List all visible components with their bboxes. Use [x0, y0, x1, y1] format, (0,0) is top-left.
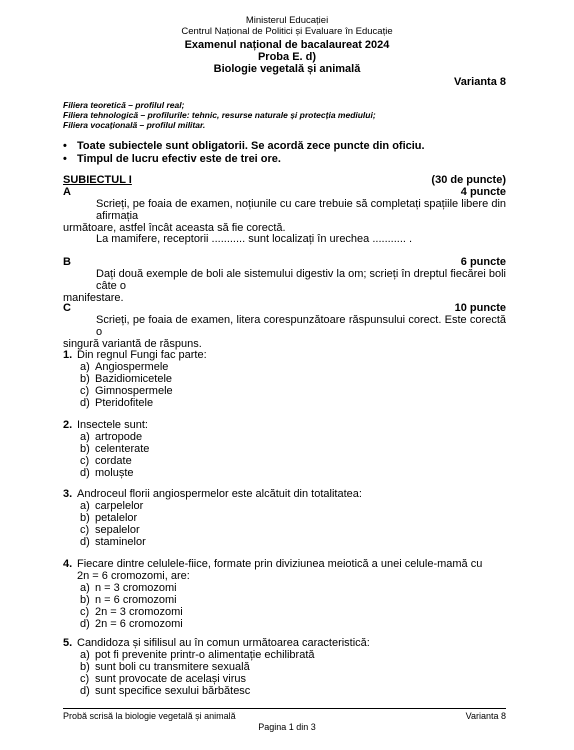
answer-option: a) carpelelor	[80, 500, 144, 512]
section-b-letter: B	[63, 256, 71, 268]
question-stem: Insectele sunt:	[77, 419, 148, 431]
filiera-item: Filiera vocațională – profilul militar.	[63, 120, 206, 130]
proba-title: Proba E. d)	[257, 51, 317, 63]
answer-option: d) staminelor	[80, 536, 146, 548]
answer-option: d) moluște	[80, 467, 134, 479]
answer-option: c) 2n = 3 cromozomi	[80, 606, 183, 618]
section-c-letter: C	[63, 302, 71, 314]
answer-option: b) n = 6 cromozomi	[80, 594, 177, 606]
answer-option: a) n = 3 cromozomi	[80, 582, 177, 594]
bullet-icon: •	[63, 140, 67, 152]
answer-option: a) Angiospermele	[80, 361, 169, 373]
filiere-list	[63, 100, 376, 130]
answer-option: d) sunt specifice sexului bărbătesc	[80, 685, 251, 697]
variant-label: Varianta 8	[454, 76, 506, 88]
question-stem: Fiecare dintre celulele-fiice, formate prin diviziunea meiotică a unei celule-mamă cu	[77, 558, 483, 570]
question-2	[63, 419, 506, 479]
answer-option: b) sunt boli cu transmitere sexuală	[80, 661, 250, 673]
answer-option: b) Bazidiomicetele	[80, 373, 173, 385]
ministry-name: Ministerul Educației	[245, 15, 329, 26]
question-stem: Candidoza și sifilisul au în comun următoarea caracteristică:	[77, 637, 370, 649]
question-stem: Androceul florii angiospermelor este alcătuit din totalitatea:	[77, 488, 362, 500]
answer-option: a) artropode	[80, 431, 143, 443]
question-4	[63, 558, 506, 630]
question-stem-continuation: 2n = 6 cromozomi, are:	[77, 570, 190, 582]
question-3	[63, 488, 506, 548]
section-a-letter: A	[63, 186, 71, 198]
section-a-instructions: Scrieți, pe foaia de examen, noțiunile cu care trebuie să completați spațiile libere din afirmația următoare, astfel încât aceasta să fie corectă.	[63, 198, 506, 234]
subiect-points: (30 de puncte)	[431, 174, 506, 186]
answer-option: d) 2n = 6 cromozomi	[80, 618, 183, 630]
question-number: 4.	[63, 558, 73, 570]
answer-option: a) pot fi prevenite printr-o alimentație echilibrată	[80, 649, 315, 661]
subject-title: Biologie vegetală și animală	[213, 63, 361, 75]
rule-item: • Toate subiectele sunt obligatorii. Se acordă zece puncte din oficiu.	[63, 140, 425, 152]
section-c-points: 10 puncte	[454, 302, 506, 314]
question-stem: Din regnul Fungi fac parte:	[77, 349, 207, 361]
answer-option: d) Pteridofitele	[80, 397, 154, 409]
question-5	[63, 637, 506, 697]
question-number: 1.	[63, 349, 73, 361]
section-b-points: 6 puncte	[460, 256, 506, 268]
exam-title: Examenul național de bacalaureat 2024	[184, 39, 390, 51]
answer-option: c) sunt provocate de același virus	[80, 673, 247, 685]
section-b-instructions: Dați două exemple de boli ale sistemului digestiv la om; scrieți în dreptul fiecărei boli câte o manifestare.	[63, 268, 506, 304]
answer-option: b) celenterate	[80, 443, 150, 455]
filiera-item: Filiera teoretică – profilul real;	[63, 100, 185, 110]
center-name: Centrul Național de Politici și Evaluare în Educație	[181, 26, 393, 37]
question-number: 2.	[63, 419, 73, 431]
section-a-statement: La mamifere, receptorii ........... sunt localizați în urechea ........... .	[96, 233, 413, 245]
rule-item: • Timpul de lucru efectiv este de trei ore.	[63, 153, 281, 165]
section-a-points: 4 puncte	[460, 186, 506, 198]
answer-option: b) petalelor	[80, 512, 138, 524]
bullet-icon: •	[63, 153, 67, 165]
page-number: Pagina 1 din 3	[258, 722, 316, 732]
filiera-item: Filiera tehnologică – profilurile: tehnic, resurse naturale și protecția mediului;	[63, 110, 376, 120]
section-c-instructions: Scrieți, pe foaia de examen, litera corespunzătoare răspunsului corect. Este corectă o singură variantă de răspuns.	[63, 314, 506, 350]
footer-variant: Varianta 8	[465, 711, 506, 721]
question-number: 5.	[63, 637, 73, 649]
answer-option: c) sepalelor	[80, 524, 140, 536]
question-1	[63, 349, 506, 409]
footer-divider	[63, 708, 506, 709]
answer-option: c) Gimnospermele	[80, 385, 173, 397]
answer-option: c) cordate	[80, 455, 132, 467]
footer-title: Probă scrisă la biologie vegetală și animală	[63, 711, 236, 721]
question-number: 3.	[63, 488, 73, 500]
exam-rules	[63, 140, 513, 166]
subiect-title: SUBIECTUL I	[63, 174, 132, 186]
